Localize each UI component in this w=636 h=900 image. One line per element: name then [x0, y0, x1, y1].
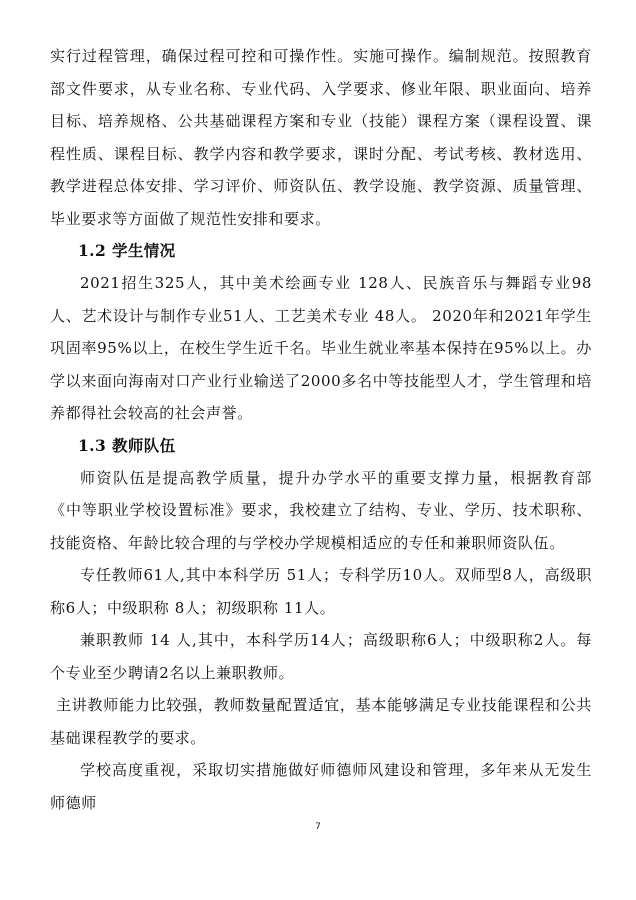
section-heading-students: 1.2 学生情况 [78, 241, 176, 260]
page-number: 7 [315, 822, 321, 832]
teachers-paragraph-3: 兼职教师 14 人,其中，本科学历14人；高级职称6人；中级职称2人。每个专业至少聘请2名以上兼职教师。 [50, 631, 592, 682]
teachers-paragraph-4: 主讲教师能力比较强，教师数量配置适宜，基本能够满足专业技能课程和公共基础课程教学的要求。 [50, 696, 592, 747]
teachers-paragraph-1: 师资队伍是提高教学质量，提升办学水平的重要支撑力量，根据教育部《中等职业学校设置标准》要求，我校建立了结构、专业、学历、技术职称、技能资格、年龄比较合理的与学校办学规模相适应的专任和兼职师资队伍。 [50, 468, 592, 552]
section-heading-teachers: 1.3 教师队伍 [78, 435, 176, 455]
teachers-paragraph-2: 专任教师61人,其中本科学历 51人；专科学历10人。双师型8人，高级职称6人；中级职称 8人；初级职称 11人。 [50, 566, 592, 617]
teachers-paragraph-5: 学校高度重视，采取切实措施做好师德师风建设和管理，多年来从无发生师德师 [50, 761, 592, 812]
students-paragraph: 2021招生325人，其中美术绘画专业 128人、民族音乐与舞蹈专业98人、艺术设计与制作专业51人、工艺美术专业 48人。 2020年和2021年学生巩固率95%以上，在校生学生近千名。毕业生就业率基本保持在95%以上。办学以来面向海南对口产业行业输送了2000多名中等技能型人才，学生管理和培养都得社会较高的社会声誉。 [50, 274, 592, 422]
intro-paragraph: 实行过程管理，确保过程可控和可操作性。实施可操作。编制规范。按照教育部文件要求，从专业名称、专业代码、入学要求、修业年限、职业面向、培养目标、培养规格、公共基础课程方案和专业（技能）课程方案（课程设置、课程性质、课程目标、教学内容和教学要求，课时分配、考试考核、教材选用、教学进程总体安排、学习评价、师资队伍、教学设施、教学资源、质量管理、毕业要求等方面做了规范性安排和要求。 [50, 47, 592, 228]
